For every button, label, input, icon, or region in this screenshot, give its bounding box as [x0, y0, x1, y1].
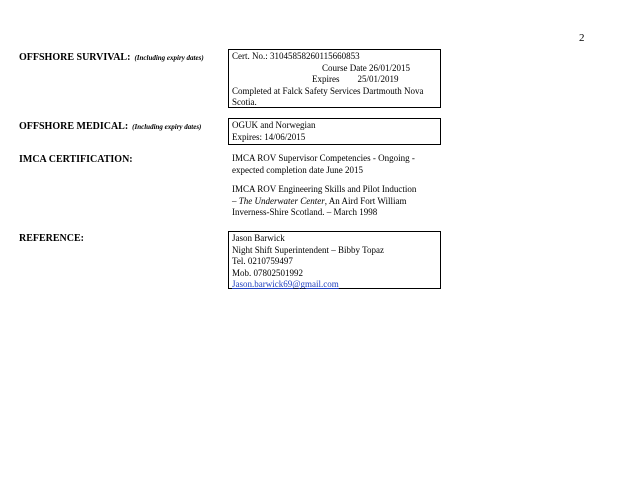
imca-label: IMCA CERTIFICATION: [19, 154, 133, 165]
imca-underwater-center: The Underwater Center [238, 195, 325, 206]
survival-expires: Expires 25/01/2019 [312, 74, 399, 84]
survival-cert-no: Cert. No.: 31045858260115660853 [232, 51, 360, 61]
reference-label: REFERENCE: [19, 233, 85, 244]
survival-completed: Completed at Falck Safety Services Dartmouth Nova Scotia. [232, 85, 424, 107]
imca-para2-b-prefix: – [232, 195, 239, 206]
page-number: 2 [579, 32, 585, 44]
imca-para2-b-suffix: , An Aird Fort William [324, 195, 407, 206]
reference-mob: Mob. 07802501992 [232, 267, 304, 278]
reference-box [228, 231, 441, 289]
medical-line2: Expires: 14/06/2015 [232, 131, 306, 142]
reference-tel: Tel. 0210759497 [232, 256, 293, 266]
reference-email-link[interactable]: Jason.barwick69@gmail.com [232, 279, 339, 289]
imca-para2-b [232, 196, 436, 208]
imca-para2-a: IMCA ROV Engineering Skills and Pilot Induction [232, 184, 417, 194]
survival-note: (Including expiry dates) [134, 54, 204, 62]
medical-line1: OGUK and Norwegian [232, 120, 316, 130]
survival-label-row [19, 52, 204, 63]
reference-name: Jason Barwick [232, 233, 285, 243]
imca-para2-c: Inverness-Shire Scotland. – March 1998 [232, 207, 378, 217]
medical-label: OFFSHORE MEDICAL: [19, 121, 129, 132]
medical-box [228, 118, 441, 145]
imca-para1: IMCA ROV Supervisor Competencies - Ongoing - expected completion date June 2015 [232, 153, 415, 175]
imca-box [228, 151, 441, 223]
survival-label: OFFSHORE SURVIVAL: [19, 52, 131, 63]
survival-course-date: Course Date 26/01/2015 [322, 62, 410, 73]
reference-label-row [19, 233, 84, 244]
survival-box [228, 49, 441, 108]
medical-label-row [19, 121, 201, 132]
reference-role: Night Shift Superintendent – Bibby Topaz [232, 244, 384, 255]
imca-label-row [19, 154, 133, 165]
medical-note: (Including expiry dates) [132, 123, 202, 131]
